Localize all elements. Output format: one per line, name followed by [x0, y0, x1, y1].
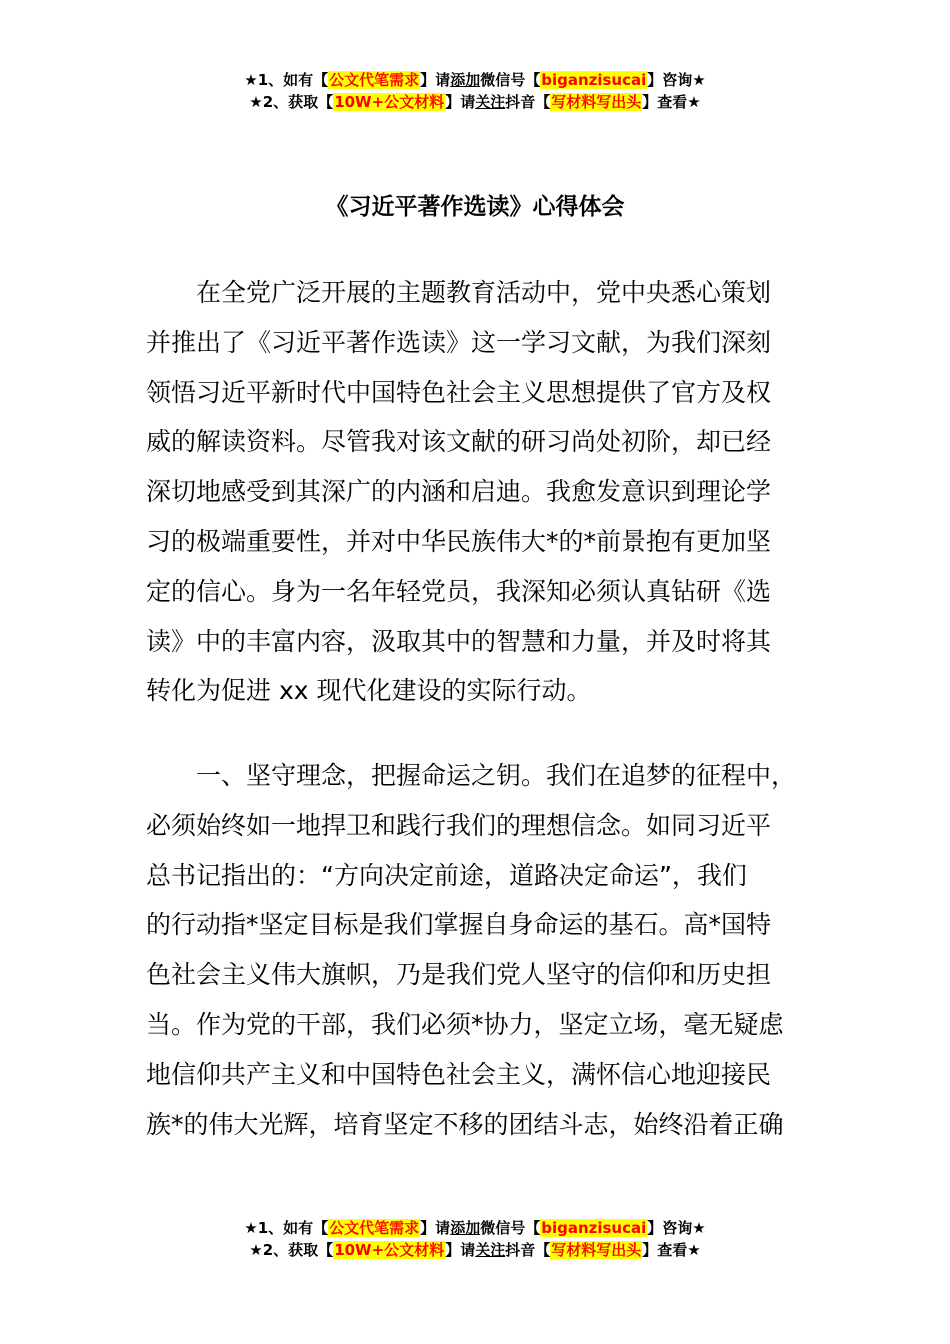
banner-text: 微信号【	[480, 1219, 541, 1237]
paragraph-line: 族*的伟大光辉，培育坚定不移的团结斗志，始终沿着正确	[146, 1109, 784, 1139]
banner-text: ★1、如有【	[244, 1219, 329, 1237]
top-banner	[0, 69, 950, 113]
paragraph-intro	[146, 268, 814, 716]
banner-line-1	[0, 69, 950, 91]
paragraph-line: 一、坚守理念，把握命运之钥。我们在追梦的征程中，	[196, 761, 797, 790]
banner-highlight: biganzisucai	[541, 71, 647, 89]
paragraph-line: 定的信心。身为一名年轻党员，我深知必须认真钻研《选	[146, 576, 772, 606]
paragraph-line: 总书记指出的：“方向决定前途，道路决定命运”，我们	[146, 860, 747, 890]
banner-text: 】查看★	[642, 1241, 701, 1259]
banner-text: 】咨询★	[647, 1219, 706, 1237]
banner-text: 抖音【	[505, 1241, 551, 1259]
banner-highlight: 写材料写出头	[551, 1241, 642, 1259]
banner-highlight: 写材料写出头	[551, 93, 642, 111]
banner-text: 】请	[420, 71, 451, 89]
banner-highlight: 10W+公文材料	[334, 93, 445, 111]
banner-underlined-text: 添加	[450, 71, 481, 89]
banner-text: ★1、如有【	[244, 71, 329, 89]
paragraph-line: 在全党广泛开展的主题教育活动中，党中央悉心策划	[196, 278, 772, 307]
banner-text: 抖音【	[505, 93, 551, 111]
paragraph-line: 威的解读资料。尽管我对该文献的研习尚处初阶，却已经	[146, 427, 772, 457]
paragraph-line: 必须始终如一地捍卫和践行我们的理想信念。如同习近平	[146, 810, 772, 840]
banner-highlight: 公文代笔需求	[329, 71, 420, 89]
banner-text: ★2、获取【	[249, 93, 334, 111]
paragraph-line: 的行动指*坚定目标是我们掌握自身命运的基石。高*国特	[146, 910, 772, 940]
banner-highlight: 公文代笔需求	[329, 1219, 420, 1237]
banner-highlight: 10W+公文材料	[334, 1241, 445, 1259]
banner-line-2	[0, 91, 950, 113]
paragraph-line: 并推出了《习近平著作选读》这一学习文献，为我们深刻	[146, 327, 772, 357]
banner-line-2	[0, 1239, 950, 1261]
banner-text: 】咨询★	[647, 71, 706, 89]
bottom-banner	[0, 1217, 950, 1261]
paragraph-line: 读》中的丰富内容，汲取其中的智慧和力量，并及时将其	[146, 626, 772, 656]
document-title: 《习近平著作选读》心得体会	[325, 194, 625, 220]
paragraph-line: 习的极端重要性，并对中华民族伟大*的*前景抱有更加坚	[146, 526, 772, 556]
paragraph-line: 当。作为党的干部，我们必须*协力，坚定立场，毫无疑虑	[146, 1009, 784, 1039]
banner-underlined-text: 关注	[475, 93, 506, 111]
banner-underlined-text: 关注	[475, 1241, 506, 1259]
banner-text: 】查看★	[642, 93, 701, 111]
banner-underlined-text: 添加	[450, 1219, 481, 1237]
banner-text: 】请	[445, 1241, 476, 1259]
paragraph-line: 地信仰共产主义和中国特色社会主义，满怀信心地迎接民	[146, 1059, 772, 1089]
paragraph-line: 转化为促进 xx 现代化建设的实际行动。	[146, 676, 592, 706]
paragraph-line: 深切地感受到其深广的内涵和启迪。我愈发意识到理论学	[146, 477, 772, 507]
banner-line-1	[0, 1217, 950, 1239]
banner-text: 】请	[445, 93, 476, 111]
banner-text: 】请	[420, 1219, 451, 1237]
banner-text: ★2、获取【	[249, 1241, 334, 1259]
paragraph-line: 色社会主义伟大旗帜，乃是我们党人坚守的信仰和历史担	[146, 960, 772, 990]
paragraph-line: 领悟习近平新时代中国特色社会主义思想提供了官方及权	[146, 377, 772, 407]
banner-text: 微信号【	[480, 71, 541, 89]
banner-highlight: biganzisucai	[541, 1219, 647, 1237]
paragraph-section-one	[146, 751, 814, 1149]
